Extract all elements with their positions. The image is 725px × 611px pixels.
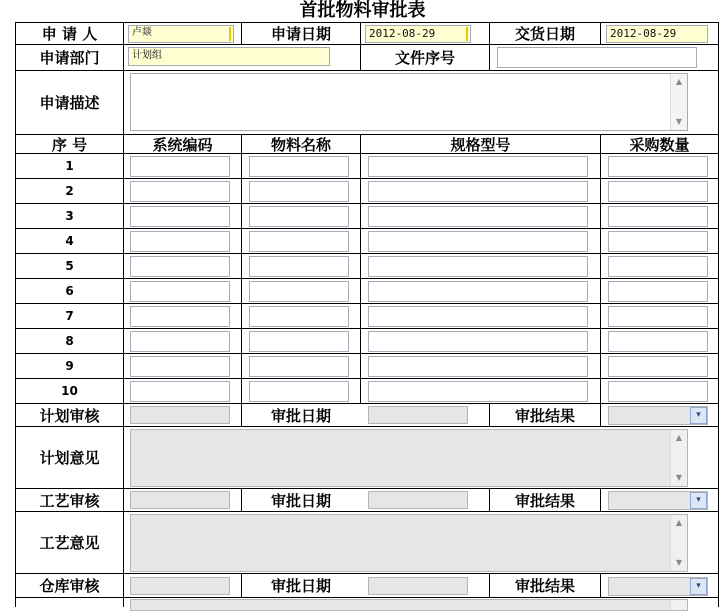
grid-line (718, 22, 719, 607)
system-code-input[interactable] (130, 181, 230, 202)
row-number: 9 (65, 359, 74, 373)
row-number: 2 (65, 184, 74, 198)
system-code-input[interactable] (130, 256, 230, 277)
purchase-qty-input[interactable] (608, 281, 708, 302)
plan-opinion-scrollbar[interactable] (670, 430, 687, 486)
desc-scrollbar[interactable] (670, 74, 687, 130)
grid-line (15, 597, 719, 598)
row-number: 8 (65, 334, 74, 348)
apply-date-field[interactable] (365, 25, 471, 43)
craft-opinion-label: 工艺意见 (39, 534, 100, 552)
spec-model-input[interactable] (368, 356, 588, 377)
purchase-qty-input[interactable] (608, 306, 708, 327)
spec-model-input[interactable] (368, 181, 588, 202)
purchase-qty-input[interactable] (608, 156, 708, 177)
purchase-qty-input[interactable] (608, 181, 708, 202)
spec-model-input[interactable] (368, 281, 588, 302)
scroll-up-icon[interactable]: ▲ (675, 518, 683, 527)
craft-approve-date-label: 审批日期 (270, 491, 331, 510)
chevron-down-icon[interactable]: ▾ (690, 578, 707, 595)
plan-approve-date-field (368, 406, 468, 424)
craft-approve-result-label: 审批结果 (514, 491, 575, 510)
material-name-input[interactable] (249, 281, 349, 302)
system-code-input[interactable] (130, 381, 230, 402)
col-spec-header: 规格型号 (450, 135, 511, 154)
row-number: 6 (65, 284, 74, 298)
craft-review-label: 工艺审核 (39, 491, 100, 510)
delivery-date-label: 交货日期 (514, 25, 575, 43)
scroll-down-icon[interactable]: ▼ (675, 558, 683, 567)
scroll-down-icon[interactable]: ▼ (675, 117, 683, 126)
purchase-qty-input[interactable] (608, 381, 708, 402)
spec-model-input[interactable] (368, 331, 588, 352)
plan-approve-result-select[interactable] (608, 406, 708, 425)
row-number: 3 (65, 209, 74, 223)
dept-value: 计划组 (132, 50, 162, 61)
warehouse-opinion-scrollbar[interactable] (670, 600, 687, 610)
warehouse-review-label: 仓库审核 (39, 577, 100, 595)
material-name-input[interactable] (249, 381, 349, 402)
chevron-down-icon[interactable]: ▾ (690, 407, 707, 424)
grid-line (600, 22, 601, 44)
material-name-input[interactable] (249, 181, 349, 202)
grid-line (241, 134, 242, 426)
grid-line (360, 134, 361, 403)
plan-opinion-textarea (130, 429, 688, 487)
plan-approve-date-label: 审批日期 (270, 406, 331, 425)
row-number: 10 (61, 384, 78, 398)
plan-opinion-label: 计划意见 (39, 449, 100, 467)
docno-field[interactable] (497, 47, 697, 68)
spec-model-input[interactable] (368, 231, 588, 252)
apply-date-label: 申请日期 (270, 25, 331, 43)
col-name-header: 物料名称 (270, 135, 331, 154)
warehouse-approve-date-field (368, 577, 468, 595)
chevron-down-icon[interactable]: ▾ (690, 492, 707, 509)
grid-line (600, 573, 601, 597)
spec-model-input[interactable] (368, 256, 588, 277)
craft-opinion-scrollbar[interactable] (670, 515, 687, 571)
spec-model-input[interactable] (368, 381, 588, 402)
dept-field[interactable] (128, 47, 330, 66)
delivery-date-field[interactable] (606, 25, 708, 43)
grid-line (600, 488, 601, 511)
warehouse-approve-date-label: 审批日期 (270, 577, 331, 595)
system-code-input[interactable] (130, 306, 230, 327)
grid-line (600, 134, 601, 426)
warehouse-opinion-textarea (130, 599, 688, 611)
system-code-input[interactable] (130, 206, 230, 227)
plan-review-label: 计划审核 (39, 406, 100, 425)
craft-approve-date-field (368, 491, 468, 509)
applicant-value: 卢燚 (132, 27, 152, 38)
col-qty-header: 采购数量 (629, 135, 690, 154)
row-number: 4 (65, 234, 74, 248)
craft-reviewer-field (130, 491, 230, 509)
system-code-input[interactable] (130, 281, 230, 302)
dept-label: 申请部门 (39, 49, 100, 67)
purchase-qty-input[interactable] (608, 331, 708, 352)
purchase-qty-input[interactable] (608, 356, 708, 377)
docno-label: 文件序号 (394, 49, 455, 67)
required-marker (229, 27, 231, 41)
material-name-input[interactable] (249, 306, 349, 327)
system-code-input[interactable] (130, 356, 230, 377)
spec-model-input[interactable] (368, 206, 588, 227)
row-number: 1 (65, 159, 74, 173)
system-code-input[interactable] (130, 331, 230, 352)
desc-textarea[interactable] (130, 73, 688, 131)
craft-approve-result-select[interactable] (608, 491, 708, 510)
col-code-header: 系统编码 (152, 135, 213, 154)
spec-model-input[interactable] (368, 156, 588, 177)
purchase-qty-input[interactable] (608, 206, 708, 227)
col-seq-header: 序 号 (51, 135, 88, 154)
applicant-field[interactable] (128, 25, 234, 43)
material-name-input[interactable] (249, 256, 349, 277)
required-marker (466, 27, 468, 41)
row-number: 5 (65, 259, 74, 273)
warehouse-reviewer-field (130, 577, 230, 595)
applicant-label: 申 请 人 (41, 25, 98, 43)
spec-model-input[interactable] (368, 306, 588, 327)
material-name-input[interactable] (249, 156, 349, 177)
purchase-qty-input[interactable] (608, 231, 708, 252)
warehouse-approve-result-select[interactable] (608, 577, 708, 596)
form-title: 首批物料审批表 (299, 0, 426, 21)
warehouse-approve-result-label: 审批结果 (514, 577, 575, 595)
scroll-up-icon[interactable]: ▲ (675, 77, 683, 86)
material-name-input[interactable] (249, 356, 349, 377)
plan-approve-result-label: 审批结果 (514, 406, 575, 425)
material-name-input[interactable] (249, 206, 349, 227)
plan-reviewer-field (130, 406, 230, 424)
desc-label: 申请描述 (39, 94, 100, 112)
material-name-input[interactable] (249, 231, 349, 252)
scroll-down-icon[interactable]: ▼ (675, 473, 683, 482)
row-number: 7 (65, 309, 74, 323)
craft-opinion-textarea (130, 514, 688, 572)
system-code-input[interactable] (130, 156, 230, 177)
delivery-date-value: 2012-08-29 (610, 27, 677, 40)
apply-date-value: 2012-08-29 (369, 27, 436, 40)
grid-line (123, 22, 124, 607)
system-code-input[interactable] (130, 231, 230, 252)
material-name-input[interactable] (249, 331, 349, 352)
scroll-up-icon[interactable]: ▲ (675, 433, 683, 442)
purchase-qty-input[interactable] (608, 256, 708, 277)
